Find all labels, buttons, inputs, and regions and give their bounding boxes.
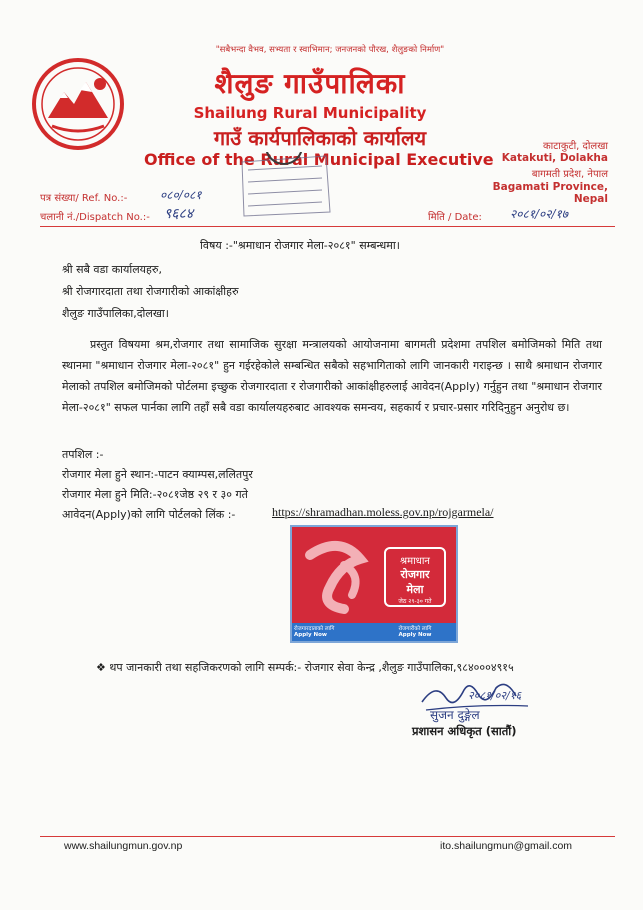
poster-left-caption: रोजगारदाताको लागि: [294, 626, 335, 632]
office-stamp-icon: [234, 152, 334, 218]
poster-title-badge: [384, 547, 446, 607]
recipient-line: श्री रोजगारदाता तथा रोजगारीको आकांक्षीहरु: [62, 285, 239, 298]
signer-designation: प्रशासन अधिकृत (सातौं): [412, 724, 517, 738]
letter-subject: विषय :-"श्रमाधान रोजगार मेला-२०८१" सम्बन्धमा।: [200, 239, 400, 252]
contact-line: [96, 660, 514, 675]
portal-link[interactable]: https://shramadhan.moless.gov.np/rojgarmela/: [272, 505, 494, 519]
details-heading: तपशिल :-: [62, 448, 104, 461]
footer-divider: [40, 836, 615, 837]
poster-title-line1: श्रमाधान: [400, 556, 430, 567]
ref-value: ०८०/०८१: [160, 188, 202, 202]
date-label: मिति / Date:: [428, 212, 482, 223]
poster-logo-icon: [300, 535, 380, 615]
job-fair-poster: [290, 525, 458, 643]
signer-name: सुजन दुङ्गेल: [430, 708, 480, 722]
portal-label: आवेदन(Apply)को लागि पोर्टलको लिंक :-: [62, 508, 236, 521]
office-name-nepali: गाउँ कार्यपालिकाको कार्यालय: [213, 126, 427, 150]
municipality-name-english: Shailung Rural Municipality: [193, 104, 427, 122]
dispatch-label: चलानी नं./Dispatch No.:-: [40, 212, 150, 223]
address-english-line1: Katakuti, Dolakha: [501, 152, 608, 164]
diamond-bullet-icon: ❖: [96, 661, 106, 674]
address-nepali-line2: बागमती प्रदेश, नेपाल: [531, 169, 608, 180]
poster-left-apply-button[interactable]: Apply Now: [294, 632, 327, 638]
office-name-english: Office of the Rural Municipal Executive: [144, 150, 494, 169]
dispatch-value: ९६८४: [164, 206, 194, 222]
address-english-line2: Bagamati Province, Nepal: [492, 181, 608, 205]
poster-red-panel: [292, 527, 456, 623]
poster-date: जेठ २९-३० गते: [398, 598, 432, 605]
recipient-line: शैलुङ गाउँपालिका,दोलखा।: [62, 307, 169, 320]
poster-right-caption: रोजगारीको लागि: [398, 626, 432, 632]
signature-date: २०८१/०२/१६: [468, 689, 522, 702]
poster-title-line2: रोजगार: [400, 568, 430, 581]
footer-email[interactable]: ito.shailungmun@gmail.com: [440, 840, 573, 852]
ref-label: पत्र संख्या/ Ref. No.:-: [40, 193, 128, 204]
municipality-name-nepali: शैलुङ गाउँपालिका: [214, 67, 406, 100]
poster-title-line3: मेला: [406, 583, 424, 596]
address-nepali-line1: काटाकुटी, दोलखा: [542, 141, 608, 152]
poster-right-apply-button[interactable]: Apply Now: [398, 632, 432, 638]
dates-line: रोजगार मेला हुने मिति:-२०८१जेष्ठ २९ र ३० गते: [62, 488, 248, 501]
motto: "सबैभन्दा वैभव, सभ्यता र स्वाभिमान; जनजनको पौरख, शैलुङको निर्माण": [215, 45, 445, 55]
contact-text: थप जानकारी तथा सहजिकरणको लागि सम्पर्क:- रोजगार सेवा केन्द्र ,शैलुङ गाउँपालिका,९८४०००४९१५: [109, 661, 514, 674]
venue-line: रोजगार मेला हुने स्थान:-पाटन क्याम्पस,ललितपुर: [62, 468, 253, 481]
footer-website[interactable]: www.shailungmun.gov.np: [64, 840, 183, 852]
poster-apply-band: [292, 623, 456, 641]
date-value: २०८१/०२/१७: [510, 207, 569, 221]
recipient-line: श्री सबै वडा कार्यालयहरु,: [62, 263, 162, 276]
municipality-emblem-icon: [30, 56, 126, 152]
header-divider: [40, 226, 615, 227]
letter-body-paragraph: प्रस्तुत विषयमा श्रम,रोजगार तथा सामाजिक सुरक्षा मन्त्रालयको आयोजनामा बागमती प्रदेशमा तपशिल बमोजिमको मिति तथा स्थानमा "श्रमाधान रोजगार मेला-२०८१" हुन गईरहेकोले सम्बन्धित सबैको सहभागिताको लागि जानकारी गराइन्छ । साथै श्रमाधान रोजगार मेलाको तपशिल बमोजिमको पोर्टलमा इच्छुक रोजगारदाता र रोजगारीको आकांक्षीहरुलाई आवेदन(Apply) गर्नुहुन तथा "श्रमाधान रोजगार मेला-२०८१" सफल पार्नका लागि तहाँ सबै वडा कार्यालयहरुबाट आवश्यक समन्वय, सहकार्य र प्रचार-प्रसार गरिदिनुहुन अनुरोध छ।: [62, 338, 602, 414]
